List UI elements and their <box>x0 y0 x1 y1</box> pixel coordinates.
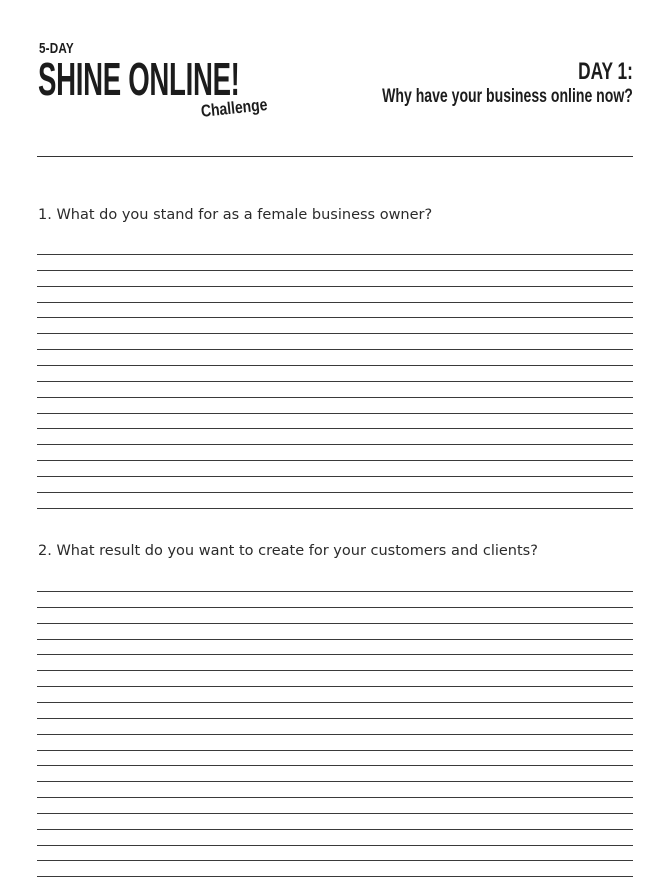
question-1: 1. What do you stand for as a female business owner? <box>38 207 433 223</box>
writing-line <box>37 508 633 509</box>
writing-line <box>37 765 633 766</box>
writing-line <box>37 829 633 830</box>
writing-line <box>37 365 633 366</box>
logo-5-day: 5-DAY <box>39 40 74 57</box>
challenge-logo <box>38 36 288 132</box>
logo-shine-online: SHINE ONLINE! <box>38 53 240 105</box>
writing-line <box>37 623 633 624</box>
writing-line <box>37 750 633 751</box>
writing-line <box>37 460 633 461</box>
writing-line <box>37 845 633 846</box>
writing-line <box>37 702 633 703</box>
writing-line <box>37 654 633 655</box>
writing-line <box>37 813 633 814</box>
writing-line <box>37 397 633 398</box>
writing-line <box>37 876 633 877</box>
writing-line <box>37 718 633 719</box>
writing-line <box>37 333 633 334</box>
logo-challenge: Challenge <box>200 95 269 121</box>
header-divider <box>37 156 633 157</box>
writing-line <box>37 797 633 798</box>
writing-line <box>37 686 633 687</box>
question-2: 2. What result do you want to create for your customers and clients? <box>38 543 538 559</box>
writing-line <box>37 476 633 477</box>
writing-line <box>37 607 633 608</box>
writing-line <box>37 734 633 735</box>
writing-line <box>37 254 633 255</box>
day-title: DAY 1: <box>578 58 633 85</box>
writing-line <box>37 317 633 318</box>
writing-line <box>37 591 633 592</box>
writing-line <box>37 428 633 429</box>
writing-line <box>37 670 633 671</box>
writing-line <box>37 302 633 303</box>
writing-line <box>37 492 633 493</box>
writing-line <box>37 639 633 640</box>
writing-line <box>37 413 633 414</box>
writing-line <box>37 444 633 445</box>
writing-line <box>37 381 633 382</box>
writing-line <box>37 860 633 861</box>
writing-line <box>37 286 633 287</box>
writing-line <box>37 349 633 350</box>
writing-line <box>37 270 633 271</box>
day-heading <box>294 60 633 108</box>
writing-line <box>37 781 633 782</box>
day-subtitle: Why have your business online now? <box>382 86 633 107</box>
